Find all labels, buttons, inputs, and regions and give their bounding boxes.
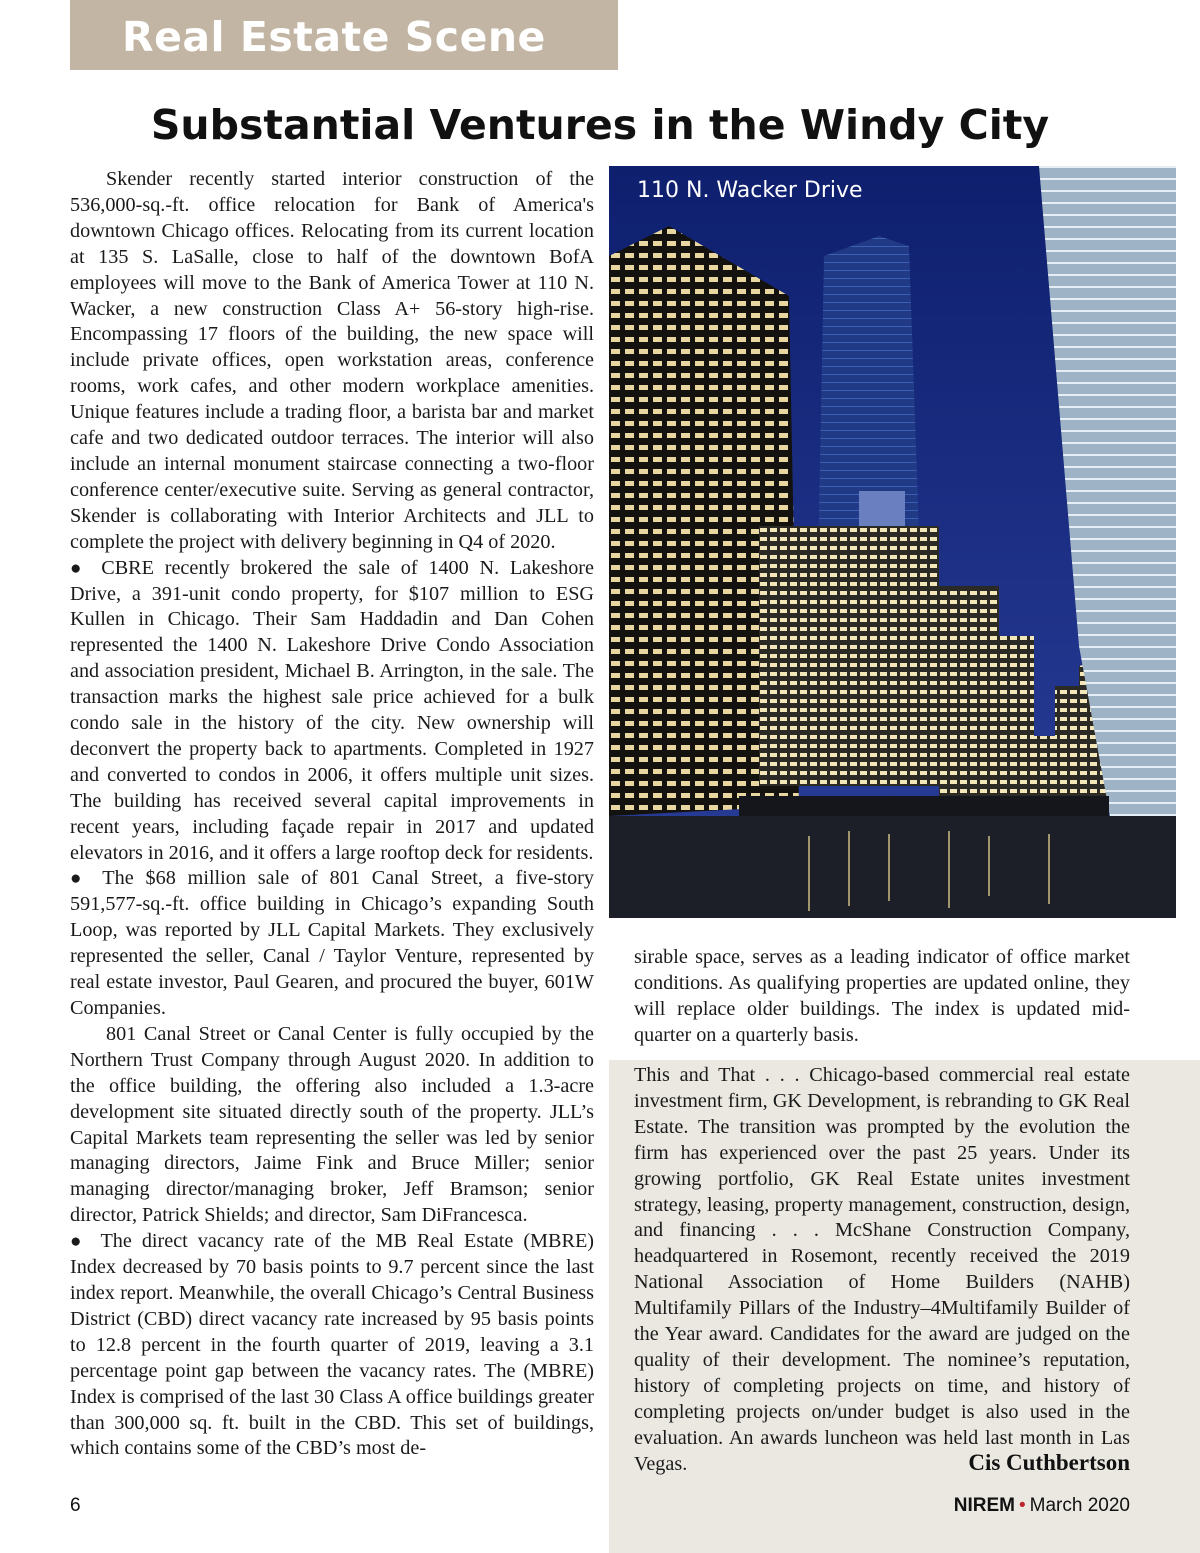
paragraph-skender: Skender recently started interior construction of the 536,000-sq.-ft. office relocation for Bank of America's downtown Chicago offices. Relocating from its current location at 135 S. LaSalle, close to half of the downtown BofA employees will move to the Bank of America Tower at 110 N. Wacker, a new construction Class A+ 56-story high-rise. Encompassing 17 floors of the building, the new space will include private offices, open workstation areas, conference rooms, work cafes, and other modern workplace amenities. Unique features include a trading floor, a barista bar and market cafe and two dedicated outdoor terraces. The interior will also include an internal monument staircase connecting a two-floor conference center/executive suite. Serving as general contractor, Skender is collaborating with Interior Architects and JLL to complete the project with delivery beginning in Q4 of 2020. <box>70 168 594 553</box>
publication-footer <box>954 1495 1130 1517</box>
section-banner-title: Real Estate Scene <box>122 13 546 61</box>
page-number: 6 <box>70 1495 81 1516</box>
section-banner <box>70 0 618 70</box>
paragraph-mbre-index: ● The direct vacancy rate of the MB Real Estate (MBRE) Index decreased by 70 basis points to 9.7 percent since the last index report. Meanwhile, the overall Chicago’s Central Business District (CBD) direct vacancy rate increased by 95 basis points to 12.8 percent in the fourth quarter of 2019, leaving a 3.1 percentage point gap between the vacancy rates. The (MBRE) Index is comprised of the last 30 Class A office buildings greater than 300,000 sq. ft. built in the CBD. This set of buildings, which contains some of the CBD’s most de- <box>70 1229 594 1462</box>
building-photo <box>609 166 1176 918</box>
right-column-continuation <box>634 945 1130 1049</box>
photo-caption: 110 N. Wacker Drive <box>637 178 863 203</box>
night-skyline-illustration <box>609 166 1176 918</box>
paragraph-801-canal: ● The $68 million sale of 801 Canal Street, a five-story 591,577-sq.-ft. office building in Chicago’s expanding South Loop, was reported by JLL Capital Markets. They exclusively represented the seller, Canal / Taylor Venture, represented by real estate investor, Paul Gearen, and procured the buyer, 601W Companies. <box>70 866 594 1021</box>
lit-office-building <box>759 526 939 786</box>
paragraph-cbre: ● CBRE recently brokered the sale of 1400 N. Lakeshore Drive, a 391-unit condo property, for $107 million to ESG Kullen in Chicago. Their Sam Haddadin and Dan Cohen represented the 1400 N. Lakeshore Drive Condo Association and association president, Michael B. Arrington, in the sale. The transaction marks the highest sale price achieved for a bulk condo sale in the history of the city. New ownership will deconvert the property back to apartments. Completed in 1927 and converted to condos in 2006, it offers multiple unit sizes. The building has received several capital improvements in recent years, including façade repair in 2017 and updated elevators in 2016, and it offers a large rooftop deck for residents. <box>70 556 594 867</box>
left-column <box>70 167 594 1462</box>
article-headline: Substantial Ventures in the Windy City <box>150 101 1050 149</box>
author-byline: Cis Cuthbertson <box>968 1450 1130 1475</box>
this-and-that-text: This and That . . . Chicago-based commercial real estate investment firm, GK Development, is rebranding to GK Real Estate. The transition was prompted by the evolution the firm has experienced over the past 25 years. Under its growing portfolio, GK Real Estate unites investment strategy, leasing, property management, construction, design, and financing . . . McShane Construction Company, headquartered in Rosemont, recently received the 2019 National Association of Home Builders (NAHB) Multifamily Pillars of the Industry–4Multifamily Builder of the Year award. Candidates for the award are judged on the quality of their development. The nominee’s reputation, history of completing projects on time, and history of completing projects on/under budget is also used in the evaluation. An awards luncheon was held last month in Las Vegas. <box>634 1064 1130 1475</box>
paragraph-mbre-continued: sirable space, serves as a leading indicator of office market conditions. As qualifying properties are updated online, they will replace older buildings. The index is updated mid-quarter on a quarterly basis. <box>634 946 1130 1046</box>
paragraph-canal-center: 801 Canal Street or Canal Center is fully occupied by the Northern Trust Company through August 2020. In addition to the office building, the offering also included a 1.3-acre development site situated directly south of the property. JLL’s Capital Markets team representing the seller was led by senior managing directors, Jaime Fink and Bruce Miller; senior managing director/managing broker, Jeff Bramson; senior director, Patrick Shields; and director, Sam DiFrancesca. <box>70 1022 594 1227</box>
publication-name: NIREM <box>953 1495 1015 1516</box>
river <box>609 816 1176 918</box>
footer-separator: • <box>1019 1495 1026 1516</box>
bridge <box>739 796 1109 818</box>
issue-date: March 2020 <box>1029 1495 1130 1516</box>
